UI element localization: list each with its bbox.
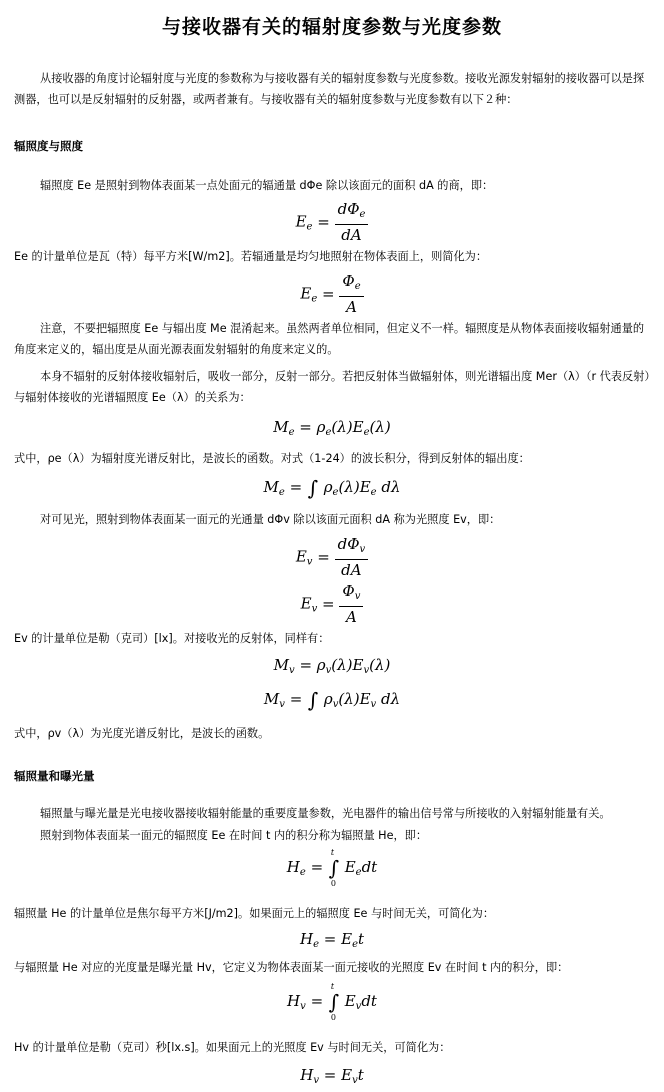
paragraph: 与辐照量 He 对应的光度量是曝光量 Hv，它定义为物体表面某一面元接收的光照度 Ev 在时间 t 内的积分，即：: [14, 961, 569, 974]
paragraph: 对可见光，照射到物体表面某一面元的光通量 dΦv 除以该面元面积 dA 称为光照度 Ev，即：: [40, 513, 501, 526]
paragraph: 式中，ρv（λ）为光度光谱反射比，是波长的函数。: [14, 727, 270, 740]
equation-reflected-exitance: $M_e = \rho_e(\lambda)E_e(\lambda)$: [273, 418, 391, 438]
equation-luminous-exposure-constant: $H_v = E_vt$: [300, 1066, 364, 1086]
equation-irradiance-definition: $E_e$ = $\frac{d\Phi_e}{dA}$: [0, 200, 664, 245]
equation-luminous-exposure: $H_v$ = ∫ t 0 $E_vdt$: [287, 982, 377, 1022]
paragraph: 照射到物体表面某一面元的辐照度 Ee 在时间 t 内的积分称为辐照量 He，即：: [40, 829, 428, 842]
page-title: 与接收器有关的辐射度参数与光度参数: [161, 16, 502, 38]
equation-integrated-exitance: $M_e$ = ∫ $\rho_e(\lambda)E_e$ dλ: [263, 476, 401, 500]
equation-radiant-exposure: $H_e$ = ∫ t 0 $E_edt$: [286, 848, 378, 888]
paragraph: 辐照度 Ee 是照射到物体表面某一点处面元的辐通量 dΦe 除以该面元的面积 dA 的商，即：: [40, 179, 494, 192]
equation-luminous-exitance: $M_v = \rho_v(\lambda)E_v(\lambda)$: [273, 656, 391, 676]
paragraph: Ev 的计量单位是勒（克司）[lx]。对接收光的反射体，同样有：: [14, 632, 330, 645]
paragraph: Ee 的计量单位是瓦（特）每平方米[W/m2]。若辐通量是均匀地照射在物体表面上，则简化为：: [14, 250, 488, 263]
paragraph: 辐照量与曝光量是光电接收器接收辐射能量的重要度量参数，光电器件的输出信号常与所接收的入射辐射能量有关。: [40, 807, 611, 820]
equation-integrated-luminous-exitance: $M_v$ = ∫ $\rho_v(\lambda)E_v$ dλ: [263, 688, 401, 712]
paragraph: 辐照量 He 的计量单位是焦尔每平方米[J/m2]。如果面元上的辐照度 Ee 与时间无关，可简化为：: [14, 907, 495, 920]
equation-radiant-exposure-constant: $H_e = E_et$: [299, 930, 365, 950]
intro-paragraph: 从接收器的角度讨论辐射度与光度的参数称为与接收器有关的辐射度参数与光度参数。接收光源发射辐射的接收器可以是探测器，也可以是反射辐射的反射器，或两者兼有。与接收器有关的辐射度参数与光度参数有以下２种：: [14, 72, 645, 106]
equation-illuminance-uniform: $E_v$ = $\frac{\Phi_v}{A}$: [0, 582, 664, 627]
paragraph: 注意，不要把辐照度 Ee 与辐出度 Me 混淆起来。虽然两者单位相同，但定义不一样。辐照度是从物体表面接收辐射通量的角度来定义的，辐出度是从面光源表面发射辐射的角度来定义的。: [14, 322, 645, 356]
paragraph: 式中，ρe（λ）为辐射度光谱反射比，是波长的函数。对式（1-24）的波长积分，得到反射体的辐出度：: [14, 452, 530, 465]
section-heading-irradiance: 辐照度与照度: [14, 139, 83, 153]
equation-illuminance-definition: $E_v$ = $\frac{d\Phi_v}{dA}$: [0, 535, 664, 580]
paragraph: 本身不辐射的反射体接收辐射后，吸收一部分，反射一部分。若把反射体当做辐射体，则光谱辐出度 Mer（λ）（r 代表反射）与辐射体接收的光谱辐照度 Ee（λ）的关系为：: [14, 370, 651, 404]
equation-irradiance-uniform: $E_e$ = $\frac{\Phi_e}{A}$: [0, 272, 664, 317]
section-heading-exposure: 辐照量和曝光量: [14, 769, 95, 783]
paragraph: Hv 的计量单位是勒（克司）秒[lx.s]。如果面元上的光照度 Ev 与时间无关，可简化为：: [14, 1041, 451, 1054]
